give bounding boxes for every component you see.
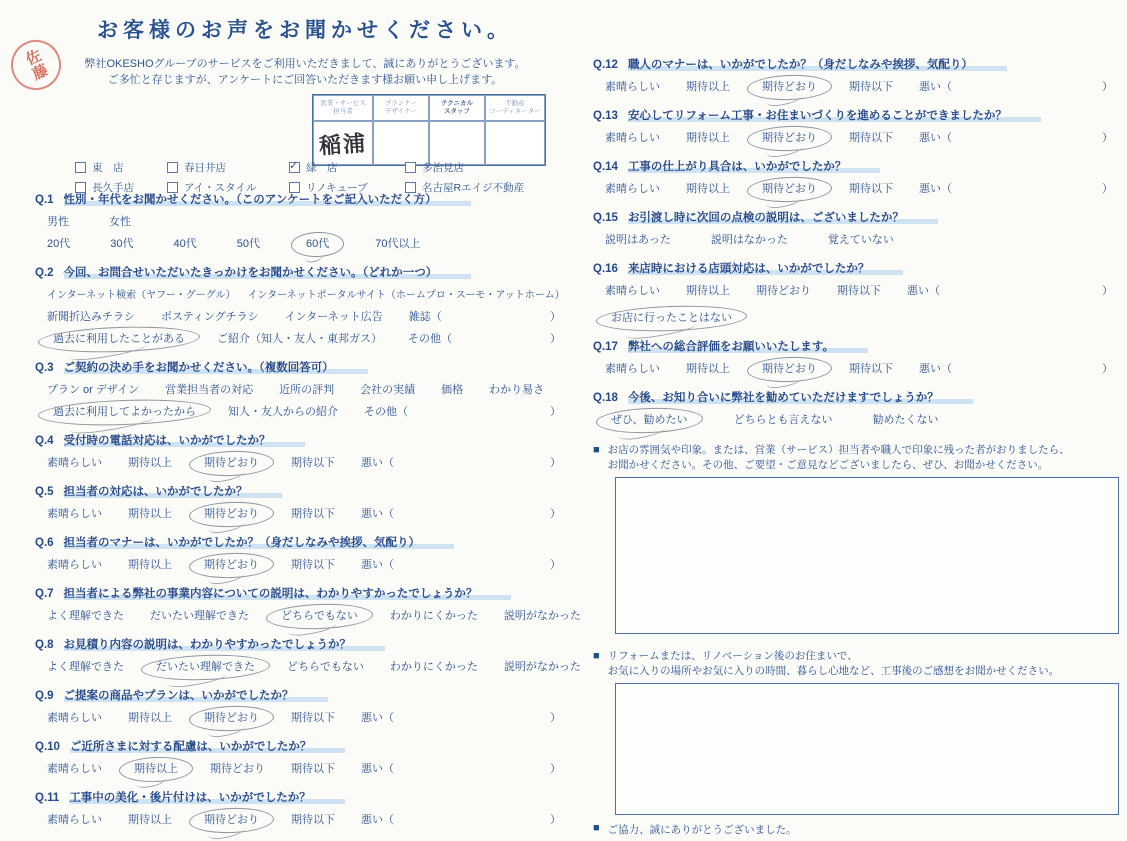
answer-options-row: [47, 507, 575, 522]
staff-header-line2: コーディネーター: [489, 108, 541, 115]
answer-option: 価格: [441, 384, 464, 396]
answer-option: 期待以下: [291, 457, 335, 469]
question-number: Q.10: [35, 741, 60, 753]
question: [593, 339, 1127, 377]
question: [35, 484, 575, 522]
store-checkbox: [75, 182, 86, 193]
answer-option: 説明はなかった: [710, 234, 788, 246]
answer-option-selected: 期待どおり: [198, 456, 265, 471]
staff-table-header-cell: [313, 95, 373, 121]
answer-option: インターネット検索（ヤフー・グーグル）: [47, 290, 236, 301]
question-heading: [35, 688, 575, 704]
question-heading: [35, 265, 575, 281]
comment-section-shop-impression: [593, 443, 1127, 634]
comment-prompt-line-2: お気に入りの場所やお気に入りの時間、暮らし心地など、工事後のご感想をお聞かせください。: [607, 664, 1060, 677]
answer-option-selected: 過去に利用したことがある: [47, 332, 191, 347]
answer-option-selected: だいたい理解できた: [150, 660, 261, 675]
answer-option: 知人・友人からの紹介: [228, 406, 338, 418]
question-heading: [35, 484, 575, 500]
question: [35, 586, 581, 624]
paren-close: ）: [550, 763, 561, 775]
question-number: Q.15: [593, 212, 618, 224]
comment-prompt-line-1: リフォームまたは、リノベーション後のお住まいで、: [607, 650, 858, 662]
answer-options-row: [605, 131, 1127, 146]
answer-option: 雑誌（: [408, 311, 442, 323]
staff-header-line1: 不動産: [505, 100, 525, 107]
question-heading: [35, 433, 575, 449]
answer-option-selected: 期待どおり: [198, 507, 265, 522]
closing-message-text: ご協力、誠にありがとうございました。: [607, 824, 797, 836]
answer-option: 期待以下: [849, 363, 893, 375]
staff-header-line1: 営業・サービス: [320, 100, 366, 107]
answer-option: インターネット広告: [284, 311, 383, 323]
form-header: [21, 14, 575, 194]
closing-message: [593, 822, 1127, 837]
store-option: [405, 160, 524, 175]
answer-option: 女性: [109, 216, 131, 228]
staff-header-line1: テクニカル: [440, 100, 474, 107]
question-text: 性別・年代をお聞かせください。（このアンケートをご記入いただく方）: [64, 194, 471, 206]
answer-option: 営業担当者の対応: [165, 384, 254, 396]
paren-close: ）: [550, 406, 561, 418]
answer-options-row: [47, 456, 575, 471]
answer-option: 素晴らしい: [605, 285, 660, 297]
answer-option: ポスティングチラシ: [161, 311, 259, 323]
answer-option: 期待以上: [128, 559, 172, 571]
store-label: 春日井店: [184, 162, 226, 174]
answer-option: 悪い（: [361, 763, 394, 775]
answer-option: 近所の評判: [279, 384, 335, 396]
question: [35, 433, 575, 471]
answer-option: どちらでもない: [287, 661, 364, 673]
store-label: 緑 店: [306, 162, 338, 174]
store-option: [167, 160, 289, 175]
question-heading: [593, 57, 1127, 73]
question: [35, 637, 581, 675]
answer-options-row: [605, 413, 1127, 428]
answer-option: 期待以下: [837, 285, 881, 297]
question-text: 担当者の対応は、いかがでしたか？: [64, 486, 282, 498]
answer-options-row: [47, 660, 581, 675]
answer-option: 期待以上: [128, 457, 172, 469]
store-label: リノキューブ: [306, 182, 368, 194]
paren-close: ）: [550, 311, 561, 323]
answer-option: 期待以上: [686, 81, 730, 93]
question-number: Q.14: [593, 161, 618, 173]
answer-options-row: [47, 711, 575, 726]
answer-options-row: [47, 288, 575, 303]
comment-prompt-line-2: お聞かせください。その他、ご要望・ご意見などございましたら、ぜひ、お聞かせください。: [607, 458, 1049, 471]
answer-option: 悪い（: [919, 132, 952, 144]
answer-options-row: [47, 310, 575, 325]
question: [593, 261, 1127, 326]
answer-options-row: [47, 405, 575, 420]
question-text: 安心してリフォーム工事・お住まいづくりを進めることができましたか？: [628, 110, 1041, 122]
question-heading: [35, 535, 575, 551]
left-column: [21, 12, 581, 841]
comment-section-after-renovation: [593, 649, 1127, 815]
question-text: 来店時における店頭対応は、いかがでしたか？: [628, 263, 904, 275]
paren-close: ）: [550, 814, 561, 826]
hanko-stamp-icon: [3, 32, 69, 98]
answer-option-selected: お店に行ったことはない: [605, 311, 738, 326]
answer-option: 70代以上: [375, 238, 421, 250]
answer-option: 会社の実績: [360, 384, 416, 396]
store-checkbox: [75, 162, 86, 173]
store-option: [289, 160, 405, 175]
answer-option-selected: 期待どおり: [756, 131, 823, 146]
staff-table-header-cell: [373, 95, 429, 121]
staff-table-value-cell: [373, 121, 429, 165]
answer-option: 素晴らしい: [47, 457, 102, 469]
answer-option-selected: 期待どおり: [198, 711, 265, 726]
staff-table-value-cell: [313, 121, 373, 165]
answer-option: 素晴らしい: [47, 712, 102, 724]
staff-table-value-cell: [429, 121, 485, 165]
question-number: Q.11: [35, 792, 60, 804]
question-number: Q.3: [35, 362, 54, 374]
answer-option: 50代: [236, 238, 260, 250]
answer-option: その他（: [364, 406, 408, 418]
answer-option: 素晴らしい: [605, 183, 660, 195]
store-option: [75, 180, 167, 195]
question-heading: [593, 261, 1127, 277]
answer-option: 悪い（: [919, 183, 952, 195]
answer-options-row: [47, 383, 575, 398]
paren-close: ）: [550, 712, 561, 724]
answer-option: 期待どおり: [756, 285, 811, 297]
answer-options-row: [47, 237, 575, 252]
question-number: Q.6: [35, 537, 54, 549]
staff-table-header-cell: [485, 95, 545, 121]
store-checkbox-group: [75, 160, 524, 195]
question-text: 担当者のマナーは、いかがでしたか？（身だしなみや挨拶、気配り）: [64, 537, 455, 549]
answer-options-row: [605, 362, 1127, 377]
paren-close: ）: [1102, 285, 1113, 297]
answer-option: 期待以下: [849, 132, 893, 144]
answer-option: 期待以上: [686, 183, 730, 195]
question-text: 職人のマナーは、いかがでしたか？（身だしなみや挨拶、気配り）: [628, 59, 1007, 71]
question-number: Q.4: [35, 435, 54, 447]
answer-option-selected: 期待どおり: [198, 813, 265, 828]
paren-close: ）: [550, 508, 561, 520]
question-heading: [35, 739, 575, 755]
question: [593, 159, 1127, 197]
bullet-square-icon: ■: [593, 444, 600, 456]
answer-option: 期待以下: [291, 559, 335, 571]
question-heading: [35, 360, 575, 376]
answer-option: 説明はあった: [605, 234, 671, 246]
question: [593, 108, 1127, 146]
question: [35, 192, 575, 252]
comment-prompt-text: [608, 443, 1070, 472]
answer-option-selected: 期待どおり: [756, 182, 823, 197]
page-title: お客様のお声をお聞かせください。: [97, 19, 513, 42]
comment-prompt: [593, 443, 1127, 472]
question-text: 弊社への総合評価をお願いいたします。: [628, 341, 868, 353]
question: [35, 739, 575, 777]
store-option: [75, 160, 167, 175]
answer-option: 覚えていない: [827, 234, 894, 246]
paren-close: ）: [550, 333, 561, 345]
answer-option: 素晴らしい: [605, 132, 660, 144]
answer-options-row: [47, 762, 575, 777]
answer-option-selected: 60代: [300, 237, 335, 252]
answer-option: 悪い（: [361, 559, 394, 571]
answer-options-row: [47, 215, 575, 230]
paren-close: ）: [1102, 132, 1113, 144]
question-text: ご近所さまに対する配慮は、いかがでしたか？: [70, 741, 346, 753]
question: [593, 390, 1127, 428]
comment-write-in-box-1: [615, 477, 1119, 634]
comment-write-in-box-2: [615, 683, 1119, 815]
answer-option: その他（: [408, 333, 452, 345]
answer-option: 素晴らしい: [47, 508, 102, 520]
store-checkbox: [167, 182, 178, 193]
answer-option: よく理解できた: [47, 610, 124, 622]
question-text: 今後、お知り合いに弊社を勧めていただけますでしょうか？: [628, 392, 973, 404]
staff-table: [312, 94, 546, 166]
answer-option: 40代: [173, 238, 197, 250]
paren-close: ）: [1102, 183, 1113, 195]
question-heading: [35, 790, 575, 806]
answer-option: 期待以下: [291, 814, 335, 826]
question-number: Q.9: [35, 690, 54, 702]
answer-options-row: [605, 80, 1127, 95]
answer-options-row: [47, 332, 575, 347]
store-option: [167, 180, 289, 195]
store-label: 多治見店: [422, 162, 464, 174]
hanko-stamp-text: 佐藤: [21, 46, 51, 84]
answer-option: 悪い（: [361, 457, 394, 469]
question: [35, 360, 575, 420]
answer-options-row: [47, 558, 575, 573]
answer-option: 説明がなかった: [503, 661, 581, 673]
question-text: ご契約の決め手をお聞かせください。（複数回答可）: [64, 362, 368, 374]
answer-option: プラン or デザイン: [47, 384, 140, 396]
answer-option: 素晴らしい: [605, 363, 660, 375]
staff-header-line2: デザイナー: [384, 108, 418, 115]
question-number: Q.8: [35, 639, 54, 651]
answer-option: ご紹介（知人・友人・東邦ガス）: [217, 333, 382, 345]
answer-option-selected: 過去に利用してよかったから: [47, 405, 202, 420]
store-option: [289, 180, 405, 195]
answer-option: わかりにくかった: [389, 661, 478, 673]
paren-close: ）: [1102, 81, 1113, 93]
answer-option-selected: 期待以上: [128, 762, 184, 777]
greeting-text: [35, 56, 575, 88]
answer-option: 説明がなかった: [503, 610, 581, 622]
answer-option: 素晴らしい: [47, 763, 102, 775]
staff-header-line2: スタッフ: [444, 108, 470, 115]
question: [593, 57, 1127, 95]
store-label: 長久手店: [92, 182, 134, 194]
question-heading: [593, 159, 1127, 175]
answer-option: 期待以上: [128, 814, 172, 826]
comment-prompt-line-1: お店の雰囲気や印象。または、営業（サービス）担当者や職人で印象に残った者がおりましたら、: [607, 444, 1070, 456]
question-number: Q.17: [593, 341, 618, 353]
question-heading: [593, 390, 1127, 406]
question: [35, 265, 575, 347]
answer-option: だいたい理解できた: [150, 610, 249, 622]
answer-option: 期待以上: [128, 712, 172, 724]
paren-close: ）: [550, 457, 561, 469]
staff-header-line2: 担当者: [333, 108, 353, 115]
answer-option-selected: ぜひ、勧めたい: [605, 413, 694, 428]
answer-option: 悪い（: [361, 814, 394, 826]
questions-left: [35, 192, 581, 828]
answer-option: 勧めたくない: [872, 414, 939, 426]
paren-close: ）: [1102, 363, 1113, 375]
answer-option-selected: 期待どおり: [756, 362, 823, 377]
staff-header-line1: プランナー: [384, 100, 418, 107]
store-checkbox: [405, 182, 416, 193]
question-text: 担当者による弊社の事業内容についての説明は、わかりやすかったでしょうか？: [64, 588, 512, 600]
store-checkbox: [405, 162, 416, 173]
question-number: Q.12: [593, 59, 618, 71]
question-heading: [593, 108, 1127, 124]
bullet-square-icon: ■: [593, 650, 600, 662]
answer-option: わかりにくかった: [389, 610, 478, 622]
answer-option: 素晴らしい: [47, 814, 102, 826]
store-checkbox: [289, 162, 300, 173]
answer-option: 男性: [47, 216, 69, 228]
store-checkbox: [289, 182, 300, 193]
question-text: お見積り内容の説明は、わかりやすかったでしょうか？: [64, 639, 386, 651]
question-text: 工事中の美化・後片付けは、いかがでしたか？: [69, 792, 345, 804]
store-label: 東 店: [92, 162, 124, 174]
answer-option: よく理解できた: [47, 661, 124, 673]
answer-option: 期待以上: [128, 508, 172, 520]
store-checkbox: [167, 162, 178, 173]
staff-table-header-cell: [429, 95, 485, 121]
answer-options-row: [605, 311, 1127, 326]
question-number: Q.13: [593, 110, 618, 122]
store-label: アイ・スタイル: [184, 182, 257, 194]
store-option: [405, 180, 524, 195]
paren-close: ）: [550, 559, 561, 571]
checkmark-icon: ✓: [289, 160, 299, 172]
answer-option: 素晴らしい: [47, 559, 102, 571]
question-heading: [35, 637, 575, 653]
answer-option: わかり易さ: [489, 384, 545, 396]
answer-option-selected: どちらでもない: [275, 609, 364, 624]
question-number: Q.16: [593, 263, 618, 275]
questions-right: [593, 57, 1127, 428]
answer-option: 期待以下: [849, 81, 893, 93]
question-heading: [593, 210, 1127, 226]
question-text: お引渡し時に次回の点検の説明は、ございましたか？: [628, 212, 938, 224]
question-number: Q.18: [593, 392, 618, 404]
answer-option-selected: 期待どおり: [756, 80, 823, 95]
comment-prompt: [593, 649, 1127, 678]
handwritten-staff-name: 稲浦: [318, 130, 368, 160]
question-text: 受付時の電話対応は、いかがでしたか？: [64, 435, 305, 447]
question-number: Q.1: [35, 194, 54, 206]
question: [35, 688, 575, 726]
answer-option: 悪い（: [361, 508, 394, 520]
answer-option: どちらとも言えない: [733, 414, 833, 426]
question-text: 今回、お問合せいただいたきっかけをお聞かせください。（どれか一つ）: [64, 267, 472, 279]
right-column: [593, 12, 1127, 841]
answer-option: 悪い（: [361, 712, 394, 724]
bullet-square-icon: ■: [593, 822, 600, 834]
answer-option: 期待以下: [291, 763, 335, 775]
answer-option: 期待以下: [291, 508, 335, 520]
answer-option: 悪い（: [919, 81, 952, 93]
staff-table-value-cell: [485, 121, 545, 165]
answer-option: 20代: [47, 238, 71, 250]
answer-option: 期待以上: [686, 285, 730, 297]
answer-option: 期待以下: [849, 183, 893, 195]
question-text: ご提案の商品やプランは、いかがでしたか？: [64, 690, 328, 702]
question-number: Q.5: [35, 486, 54, 498]
question-number: Q.2: [35, 267, 54, 279]
comment-prompt-text: [608, 649, 1060, 678]
question: [593, 210, 1127, 248]
question-text: 工事の仕上がり具合は、いかがでしたか？: [628, 161, 881, 173]
answer-option: インターネットポータルサイト（ホームプロ・スーモ・アットホーム）: [247, 290, 565, 301]
greeting-line-1: 弊社OKESHOグループのサービスをご利用いただきまして、誠にありがとうございます。: [84, 58, 526, 70]
answer-option: 素晴らしい: [605, 81, 660, 93]
answer-option: 30代: [110, 238, 134, 250]
answer-option: 期待以下: [291, 712, 335, 724]
answer-options-row: [605, 284, 1127, 299]
question: [35, 535, 575, 573]
answer-option: 悪い（: [919, 363, 952, 375]
store-label: 名古屋Rエイジ不動産: [422, 182, 525, 194]
answer-option: 期待以上: [686, 132, 730, 144]
answer-options-row: [605, 182, 1127, 197]
greeting-line-2: ご多忙と存じますが、アンケートにご回答いただきます様お願い申し上げます。: [107, 74, 503, 86]
answer-options-row: [605, 233, 1127, 248]
answer-option-selected: 期待どおり: [198, 558, 265, 573]
question-number: Q.7: [35, 588, 54, 600]
answer-option: 期待以上: [686, 363, 730, 375]
answer-option: 期待どおり: [210, 763, 265, 775]
answer-option: 新聞折込みチラシ: [47, 311, 135, 323]
question-heading: [35, 586, 575, 602]
answer-option: 悪い（: [907, 285, 940, 297]
answer-options-row: [47, 813, 575, 828]
question-heading: [593, 339, 1127, 355]
answer-options-row: [47, 609, 581, 624]
